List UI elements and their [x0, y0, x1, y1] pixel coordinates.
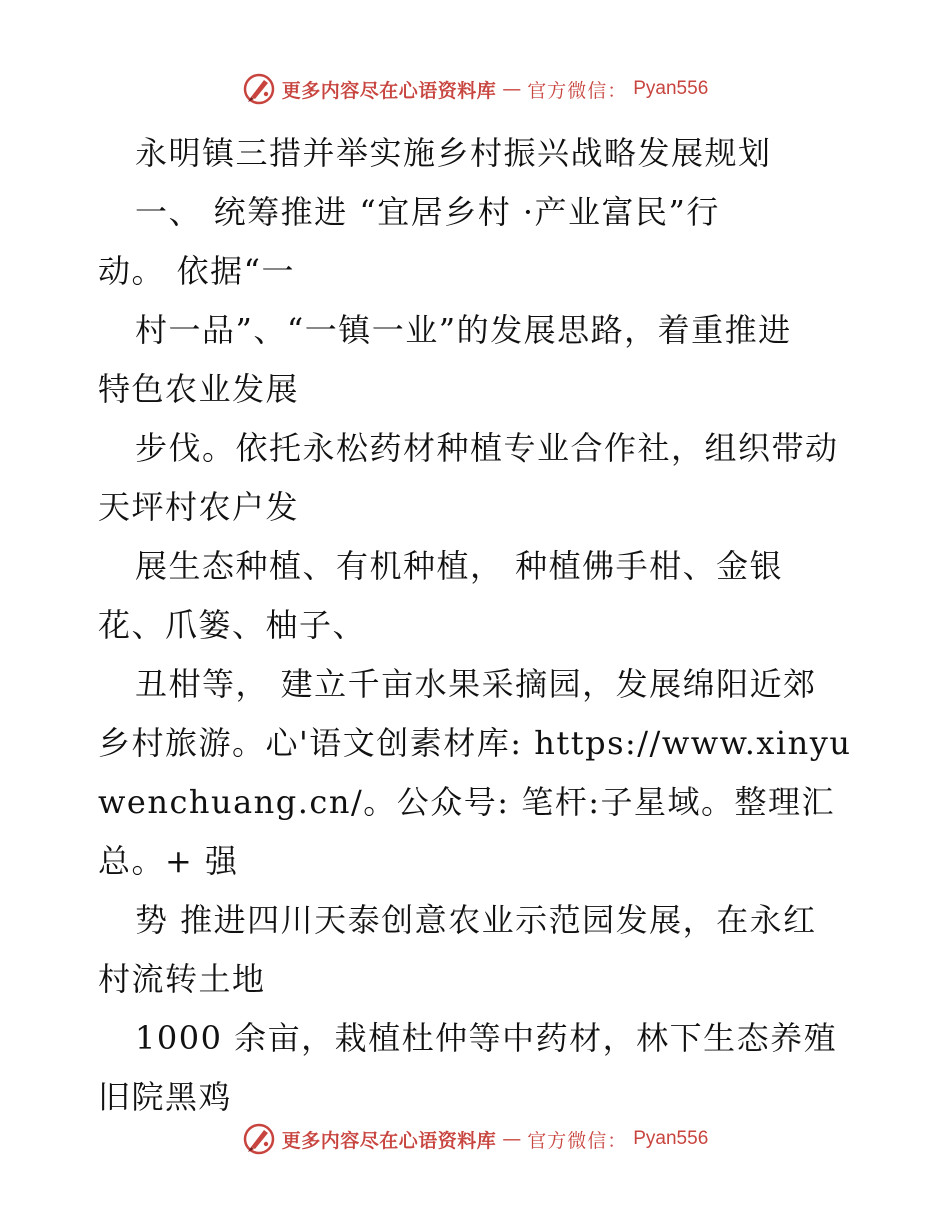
header-watermark	[0, 72, 950, 106]
text-line: wenchuang.cn/。公众号: 笔杆:子星域。整理汇	[98, 783, 835, 821]
quill-pen-logo-icon	[242, 1122, 276, 1156]
text-line: 总。+ 强	[98, 842, 239, 880]
text-line: 乡村旅游。心'语文创素材库: https://www.xinyu	[98, 724, 852, 762]
text-line: 一、 统筹推进 “宜居乡村 ·产业富民”行	[135, 193, 720, 231]
watermark-main-text: 更多内容尽在心语资料库	[281, 1129, 497, 1152]
watermark-sub-text: 官方微信：	[527, 1129, 628, 1152]
quill-pen-logo-icon	[242, 72, 276, 106]
text-line: 花、爪篓、柚子、	[98, 606, 367, 644]
text-line: 旧院黑鸡	[98, 1078, 233, 1116]
document-body	[98, 124, 858, 1127]
text-line: 丑柑等， 建立千亩水果采摘园，发展绵阳近郊	[135, 665, 817, 703]
watermark-wechat-id: Pyan556	[633, 78, 709, 99]
text-line: 村一品”、“一镇一业”的发展思路，着重推进	[135, 311, 792, 349]
text-line: 展生态种植、有机种植， 种植佛手柑、金银	[135, 547, 784, 585]
watermark-dash: —	[502, 1128, 522, 1150]
text-line: 动。 依据“一	[98, 252, 296, 290]
text-line: 势 推进四川天泰创意农业示范园发展，在永红	[135, 901, 817, 939]
document-title-line: 永明镇三措并举实施乡村振兴战略发展规划	[135, 134, 772, 172]
text-line: 村流转土地	[98, 960, 266, 998]
footer-watermark	[0, 1122, 950, 1156]
watermark-main-text: 更多内容尽在心语资料库	[281, 79, 497, 102]
text-line: 1000 余亩，栽植杜仲等中药材，林下生态养殖	[135, 1019, 838, 1057]
watermark-sub-text: 官方微信：	[527, 79, 628, 102]
watermark-dash: —	[502, 78, 522, 100]
text-line: 天坪村农户发	[98, 488, 300, 526]
watermark-wechat-id: Pyan556	[633, 1128, 709, 1149]
text-line: 步伐。依托永松药材种植专业合作社，组织带动	[135, 429, 839, 467]
text-line: 特色农业发展	[98, 370, 300, 408]
